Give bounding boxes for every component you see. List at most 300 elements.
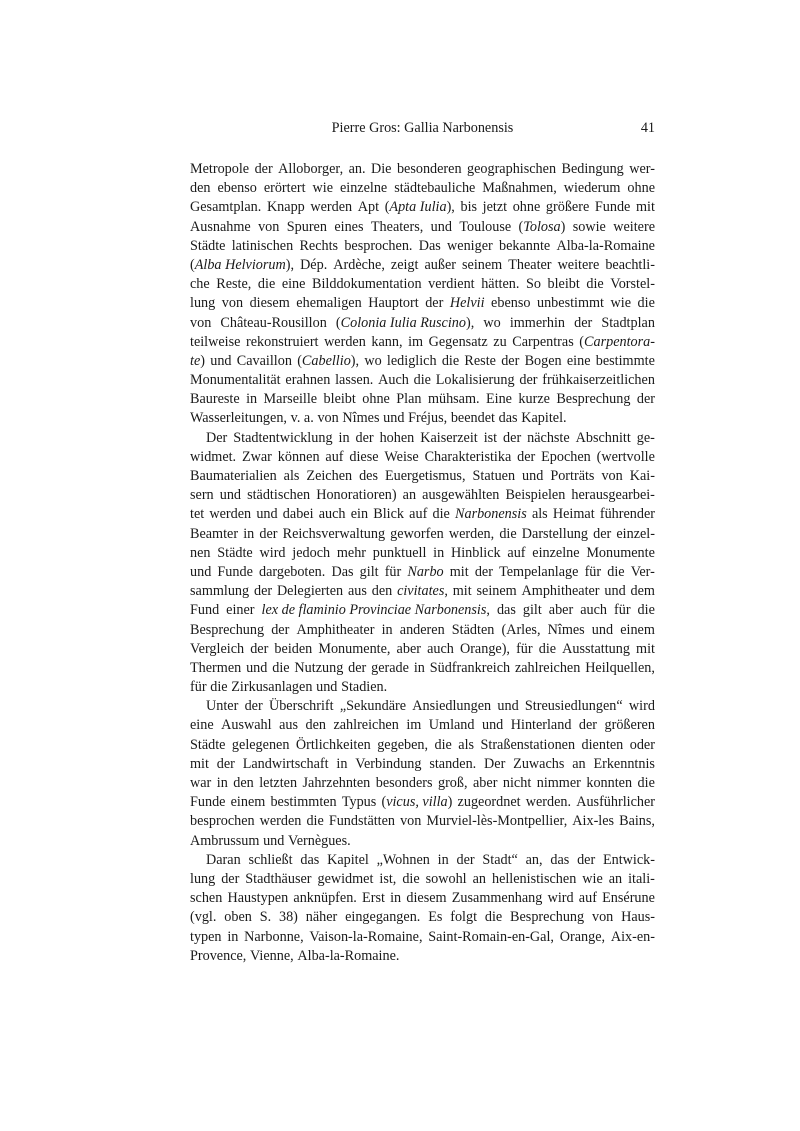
word — [217, 755, 235, 774]
text-segment: besonderen — [396, 161, 462, 177]
text-segment: Dép. — [300, 256, 328, 273]
word — [190, 640, 244, 659]
word — [190, 601, 219, 620]
word — [548, 275, 580, 294]
word — [397, 160, 462, 179]
text-segment: werden — [324, 333, 366, 350]
text-segment: Vaison-la-Romaine, — [309, 928, 423, 945]
text-segment: dienten — [581, 736, 624, 753]
word — [426, 870, 467, 889]
text-segment: Stadtplan — [601, 314, 655, 331]
word — [217, 179, 256, 198]
text-segment: Erkenntnis — [593, 755, 655, 772]
text-line — [190, 237, 655, 256]
word — [582, 870, 603, 889]
text-segment: Haus- — [621, 909, 655, 926]
word — [190, 294, 215, 313]
word — [497, 601, 516, 620]
text-segment: in — [246, 391, 258, 408]
text-segment: die — [210, 679, 228, 696]
text-segment: Hinblick — [450, 544, 501, 561]
word — [190, 314, 211, 333]
text-line — [190, 544, 655, 563]
text-segment: ohne — [512, 199, 541, 216]
text-segment: die — [434, 736, 452, 753]
italic-text: Colonia Iulia Ruscino — [340, 314, 466, 331]
word — [450, 563, 469, 582]
text-segment: nen — [190, 544, 211, 561]
word — [549, 601, 573, 620]
word — [499, 409, 518, 428]
word — [312, 275, 422, 294]
text-segment: Kapitel. — [521, 410, 567, 427]
word — [532, 505, 548, 524]
word — [190, 908, 216, 927]
word — [190, 736, 225, 755]
word — [217, 774, 228, 793]
word — [306, 908, 338, 927]
word — [510, 314, 565, 333]
text-segment: Baureste — [190, 391, 240, 408]
word — [190, 755, 209, 774]
text-segment: die — [257, 276, 276, 293]
text-segment: Carpentras — [512, 333, 574, 350]
word — [190, 352, 205, 371]
text-segment: mit — [449, 563, 469, 580]
text-line — [190, 390, 655, 409]
text-line — [190, 832, 655, 851]
italic-text: te — [190, 352, 201, 369]
word — [190, 563, 211, 582]
word — [464, 352, 496, 371]
text-segment: Streusiedlungen“ — [524, 698, 623, 715]
text-segment: der — [259, 525, 278, 542]
word — [438, 851, 449, 870]
word — [344, 237, 412, 256]
word — [428, 390, 480, 409]
word — [525, 697, 623, 716]
word — [629, 160, 655, 179]
text-segment: Monumentalität — [190, 372, 281, 389]
word — [190, 525, 238, 544]
text-segment: wer- — [629, 161, 655, 177]
text-segment: Reste — [464, 352, 496, 369]
text-segment: verdient — [428, 276, 475, 293]
word — [274, 640, 312, 659]
word — [263, 832, 284, 851]
text-segment: die — [306, 813, 324, 830]
text-line — [190, 716, 655, 735]
text-segment: auf — [578, 890, 597, 907]
word — [341, 678, 387, 697]
text-segment: Der — [206, 429, 228, 446]
text-segment: hellenistischen — [491, 870, 577, 887]
word — [306, 812, 323, 831]
word — [334, 218, 363, 237]
word — [486, 390, 512, 409]
text-segment: Lokalisierung — [435, 372, 515, 389]
word — [621, 908, 655, 927]
word — [574, 314, 592, 333]
word — [473, 774, 497, 793]
word — [521, 409, 566, 428]
word — [317, 409, 338, 428]
text-segment: und — [219, 487, 241, 504]
word — [305, 716, 326, 735]
text-segment: und — [604, 583, 626, 600]
word — [428, 928, 554, 947]
text-line — [190, 697, 655, 716]
word — [611, 294, 632, 313]
text-segment: werden — [310, 199, 353, 216]
text-segment: Zwar — [241, 448, 272, 465]
text-segment: und — [263, 832, 285, 849]
word — [379, 870, 396, 889]
text-segment: für — [516, 640, 533, 657]
word — [620, 621, 655, 640]
text-segment: Hauptort — [368, 295, 419, 312]
text-segment: Monumente, — [318, 640, 391, 657]
word — [452, 621, 495, 640]
word — [477, 582, 517, 601]
text-segment: mehr — [336, 544, 367, 561]
text-line — [190, 870, 655, 889]
text-segment: im — [408, 333, 424, 350]
text-segment: Nîmes — [342, 410, 380, 427]
text-segment: Das — [418, 237, 441, 254]
word — [296, 736, 371, 755]
text-segment: gerade — [371, 659, 409, 676]
word — [604, 582, 625, 601]
text-segment: und — [591, 621, 614, 638]
text-segment: ), — [350, 352, 360, 369]
word — [336, 755, 347, 774]
word — [259, 525, 277, 544]
word — [250, 294, 290, 313]
word — [511, 716, 572, 735]
text-segment: diese — [349, 448, 379, 465]
word — [600, 505, 655, 524]
word — [442, 352, 459, 371]
word — [279, 908, 298, 927]
word — [560, 928, 605, 947]
text-line — [190, 429, 655, 448]
word — [638, 601, 655, 620]
text-segment: , — [444, 583, 448, 600]
word — [513, 198, 541, 217]
text-segment: schen — [190, 890, 223, 907]
text-line — [190, 928, 655, 947]
text-segment: besprochen — [190, 813, 255, 830]
text-segment: Überschrift — [268, 698, 334, 715]
text-line — [190, 352, 655, 371]
text-segment: der — [636, 391, 655, 408]
text-segment: für — [190, 679, 207, 696]
text-segment: weitere — [613, 218, 655, 235]
text-segment: Zirkusanlagen — [231, 679, 313, 696]
text-segment: eine — [281, 276, 306, 293]
text-segment: ohne — [362, 391, 390, 408]
text-segment: an, — [525, 851, 543, 868]
text-segment: die — [402, 870, 420, 887]
text-segment: rekonstruiert — [246, 333, 319, 350]
text-line — [190, 198, 655, 217]
text-segment: ), — [465, 314, 475, 331]
word — [272, 659, 289, 678]
word — [432, 505, 449, 524]
word — [508, 256, 551, 275]
text-segment: und — [383, 410, 405, 427]
word — [296, 621, 374, 640]
text-line — [190, 160, 655, 179]
word — [585, 659, 655, 678]
text-segment: Theaters, — [370, 218, 424, 235]
text-segment: und — [497, 698, 519, 715]
text-segment: das — [498, 410, 518, 427]
word — [258, 218, 279, 237]
text-segment: Besprechung — [190, 621, 265, 638]
word — [460, 640, 510, 659]
word — [619, 812, 655, 831]
word — [359, 467, 378, 486]
text-segment: und — [430, 218, 452, 235]
word — [190, 544, 211, 563]
text-segment: ( — [381, 794, 387, 811]
word — [371, 218, 423, 237]
text-segment: Stadien. — [341, 679, 388, 696]
text-segment: beiden — [274, 640, 313, 657]
word — [254, 582, 272, 601]
text-segment: lung — [190, 870, 216, 887]
word — [291, 409, 314, 428]
word — [505, 486, 565, 505]
text-segment: und — [481, 717, 504, 734]
word — [190, 582, 249, 601]
word — [605, 716, 655, 735]
text-segment: Rechts — [299, 237, 339, 254]
word — [453, 582, 472, 601]
word — [362, 390, 390, 409]
text-segment: und — [246, 659, 268, 676]
text-segment: geworfen — [390, 525, 444, 542]
word — [371, 333, 402, 352]
word — [282, 275, 306, 294]
text-segment: auch — [427, 640, 454, 657]
text-segment: als — [283, 468, 300, 484]
text-segment: Daran — [206, 851, 241, 868]
word — [481, 275, 519, 294]
text-segment: führender — [599, 506, 655, 523]
text-segment: Ausstattung — [562, 640, 630, 657]
text-segment: Orange, — [559, 928, 606, 945]
word — [627, 179, 655, 198]
word — [576, 793, 655, 812]
word — [232, 237, 293, 256]
text-segment: der — [355, 429, 374, 446]
text-segment: jetzt — [482, 199, 508, 216]
word — [372, 582, 393, 601]
word — [256, 505, 277, 524]
paragraph — [190, 429, 655, 698]
text-segment: die — [413, 372, 431, 389]
text-segment: Erst — [362, 890, 385, 907]
text-segment: Städte — [190, 736, 226, 753]
word — [414, 371, 431, 390]
text-line — [190, 486, 655, 505]
word — [250, 640, 268, 659]
text-segment: anknüpfen. — [293, 890, 357, 907]
word — [562, 160, 624, 179]
word — [217, 563, 252, 582]
word — [299, 237, 338, 256]
text-segment: Zusammenhang — [451, 890, 543, 907]
text-segment: ) — [200, 352, 205, 369]
text-segment: Statuen — [472, 468, 516, 484]
word — [210, 678, 227, 697]
word — [383, 409, 404, 428]
text-segment: der — [577, 851, 596, 868]
word — [630, 736, 655, 755]
word — [190, 793, 225, 812]
word — [499, 563, 578, 582]
word — [475, 563, 493, 582]
word — [501, 621, 540, 640]
word — [526, 275, 541, 294]
text-segment: Hinterland — [510, 717, 572, 734]
word — [325, 448, 343, 467]
text-segment: typen — [190, 928, 222, 945]
word — [512, 333, 573, 352]
text-segment: ) — [560, 218, 566, 235]
text-segment: ), — [446, 199, 455, 216]
text-segment: zahlreichen — [333, 717, 399, 734]
word — [482, 851, 517, 870]
italic-text: vicus, villa — [386, 794, 448, 811]
word — [222, 294, 243, 313]
text-segment: Unter — [206, 698, 239, 715]
word — [497, 697, 518, 716]
text-segment: ausgewählten — [422, 487, 500, 504]
text-segment: im — [406, 717, 422, 734]
text-segment: der — [271, 621, 290, 638]
word — [260, 908, 271, 927]
word — [221, 716, 271, 735]
word — [190, 889, 222, 908]
text-segment: einer — [226, 602, 255, 619]
word — [373, 544, 427, 563]
word — [637, 429, 655, 448]
text-segment: Ambrussum — [190, 832, 260, 849]
text-segment: bestimmte — [595, 352, 655, 369]
word — [319, 505, 346, 524]
text-segment: (Arles, — [501, 621, 541, 638]
word — [331, 563, 353, 582]
text-segment: und — [256, 506, 278, 523]
text-segment: , — [486, 602, 490, 619]
text-segment: Delegierten — [276, 583, 344, 600]
word — [542, 371, 655, 390]
text-segment: ge- — [636, 429, 655, 446]
text-segment: einzel- — [616, 525, 655, 542]
word — [636, 198, 655, 217]
word — [532, 544, 579, 563]
word — [516, 640, 533, 659]
word — [607, 563, 624, 582]
word — [522, 582, 600, 601]
text-segment: die — [484, 909, 503, 926]
text-segment: seinem — [476, 583, 517, 600]
word — [242, 448, 272, 467]
text-segment: werden. — [525, 794, 572, 811]
text-segment: an — [402, 487, 417, 504]
text-segment: Beamter — [190, 525, 239, 542]
text-segment: Stadt“ — [482, 851, 518, 868]
text-segment: können — [277, 448, 320, 465]
word — [493, 333, 506, 352]
text-segment: oben — [224, 909, 252, 926]
text-segment: als — [531, 506, 548, 523]
text-segment: ( — [335, 314, 341, 331]
text-segment: auf — [409, 506, 428, 523]
running-title: Pierre Gros: Gallia Narbonensis — [331, 120, 514, 136]
text-line — [190, 409, 655, 428]
word — [572, 812, 614, 831]
text-segment: letzten — [259, 775, 298, 791]
word — [190, 448, 236, 467]
word — [297, 352, 359, 371]
word — [425, 448, 512, 467]
word — [306, 467, 352, 486]
text-segment: Kapitel — [327, 851, 369, 868]
word — [206, 851, 241, 870]
text-segment: und — [316, 679, 338, 696]
text-segment: Spuren — [286, 218, 327, 235]
word — [248, 851, 292, 870]
text-segment: kann, — [371, 333, 403, 350]
text-segment: Reste, — [216, 276, 252, 293]
word — [348, 582, 367, 601]
text-segment: ) — [447, 794, 453, 811]
text-segment: der — [574, 314, 593, 331]
word — [190, 198, 261, 217]
text-segment: wie — [582, 870, 603, 887]
text-segment: die — [607, 563, 625, 580]
text-segment: konnten — [586, 775, 633, 791]
text-segment: an — [608, 870, 623, 887]
text-segment: Zuwachs — [513, 755, 565, 772]
text-segment: mit — [635, 199, 655, 216]
word — [237, 352, 292, 371]
word — [400, 812, 421, 831]
text-segment: in — [413, 659, 425, 676]
text-segment: der — [517, 448, 536, 465]
text-line — [190, 294, 655, 313]
text-line — [190, 851, 655, 870]
text-segment: frühkaiserzeitlichen — [542, 372, 655, 389]
word — [309, 928, 422, 947]
word — [391, 256, 419, 275]
italic-text: Narbonensis — [455, 506, 527, 523]
text-line — [190, 908, 655, 927]
word — [260, 544, 286, 563]
text-line — [190, 678, 655, 697]
text-segment: Stadtentwicklung — [233, 429, 333, 446]
text-segment: zeigt — [390, 256, 419, 273]
text-segment: die — [432, 506, 450, 523]
text-segment: tet — [190, 506, 205, 523]
word — [340, 697, 406, 716]
text-segment: Ausnahme — [190, 218, 251, 235]
